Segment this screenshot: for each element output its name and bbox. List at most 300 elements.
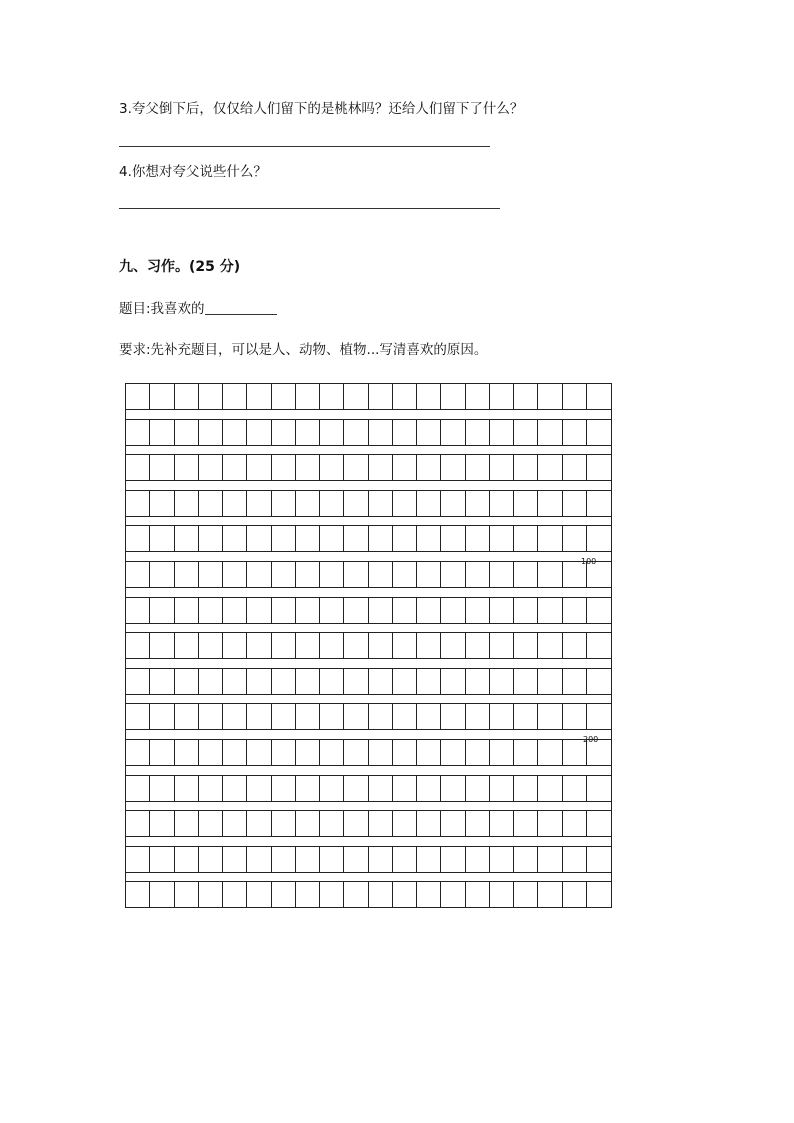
grid-cell[interactable] <box>126 633 150 658</box>
grid-cell[interactable] <box>247 811 271 836</box>
grid-cell[interactable] <box>466 562 490 587</box>
grid-cell[interactable] <box>320 776 344 801</box>
grid-cell[interactable] <box>272 526 296 551</box>
grid-cell[interactable] <box>417 420 441 445</box>
grid-cell[interactable] <box>466 526 490 551</box>
grid-cell[interactable] <box>587 598 611 623</box>
grid-cell[interactable] <box>247 847 271 872</box>
grid-cell[interactable] <box>393 562 417 587</box>
grid-cell[interactable] <box>126 455 150 480</box>
grid-cell[interactable] <box>441 455 465 480</box>
grid-cell[interactable] <box>175 598 199 623</box>
grid-cell[interactable] <box>563 420 587 445</box>
grid-cell[interactable] <box>369 455 393 480</box>
grid-cell[interactable] <box>344 740 368 765</box>
grid-cell[interactable] <box>514 562 538 587</box>
grid-cell[interactable] <box>514 847 538 872</box>
grid-cell[interactable] <box>369 740 393 765</box>
grid-cell[interactable] <box>514 740 538 765</box>
grid-cell[interactable] <box>320 847 344 872</box>
grid-cell[interactable] <box>272 882 296 907</box>
grid-cell[interactable] <box>223 704 247 729</box>
grid-cell[interactable] <box>320 704 344 729</box>
grid-cell[interactable] <box>466 882 490 907</box>
grid-cell[interactable] <box>320 811 344 836</box>
answer-line-3[interactable] <box>119 146 490 147</box>
grid-cell[interactable] <box>441 562 465 587</box>
grid-cell[interactable] <box>490 847 514 872</box>
grid-cell[interactable] <box>272 633 296 658</box>
grid-cell[interactable] <box>272 811 296 836</box>
grid-cell[interactable] <box>199 740 223 765</box>
grid-cell[interactable] <box>272 455 296 480</box>
grid-cell[interactable] <box>199 704 223 729</box>
grid-cell[interactable] <box>150 847 174 872</box>
grid-cell[interactable] <box>393 882 417 907</box>
grid-cell[interactable] <box>490 526 514 551</box>
grid-cell[interactable] <box>126 740 150 765</box>
grid-cell[interactable] <box>514 491 538 516</box>
grid-cell[interactable] <box>320 491 344 516</box>
grid-cell[interactable] <box>538 420 562 445</box>
grid-cell[interactable] <box>466 811 490 836</box>
grid-cell[interactable] <box>441 598 465 623</box>
grid-cell[interactable] <box>126 811 150 836</box>
grid-cell[interactable] <box>296 526 320 551</box>
grid-cell[interactable] <box>150 882 174 907</box>
grid-cell[interactable] <box>223 740 247 765</box>
grid-cell[interactable] <box>175 882 199 907</box>
grid-cell[interactable] <box>393 704 417 729</box>
grid-cell[interactable] <box>490 562 514 587</box>
grid-cell[interactable] <box>466 704 490 729</box>
grid-cell[interactable] <box>441 776 465 801</box>
grid-cell[interactable] <box>417 669 441 694</box>
grid-cell[interactable] <box>514 598 538 623</box>
grid-cell[interactable] <box>296 776 320 801</box>
grid-cell[interactable] <box>247 740 271 765</box>
grid-cell[interactable] <box>126 669 150 694</box>
grid-cell[interactable] <box>199 633 223 658</box>
grid-cell[interactable] <box>247 526 271 551</box>
grid-cell[interactable] <box>126 704 150 729</box>
grid-cell[interactable] <box>344 420 368 445</box>
grid-cell[interactable] <box>272 776 296 801</box>
grid-cell[interactable] <box>150 384 174 409</box>
essay-title-blank[interactable] <box>205 300 277 315</box>
grid-cell[interactable] <box>538 598 562 623</box>
grid-cell[interactable] <box>199 669 223 694</box>
grid-cell[interactable] <box>320 598 344 623</box>
grid-cell[interactable] <box>344 455 368 480</box>
grid-cell[interactable] <box>150 491 174 516</box>
grid-cell[interactable] <box>344 882 368 907</box>
grid-cell[interactable] <box>175 384 199 409</box>
grid-cell[interactable] <box>199 420 223 445</box>
grid-cell[interactable] <box>514 384 538 409</box>
grid-cell[interactable] <box>441 847 465 872</box>
grid-cell[interactable] <box>223 455 247 480</box>
grid-cell[interactable] <box>587 882 611 907</box>
grid-cell[interactable] <box>441 704 465 729</box>
grid-cell[interactable] <box>272 491 296 516</box>
grid-cell[interactable] <box>272 598 296 623</box>
grid-cell[interactable] <box>272 669 296 694</box>
grid-cell[interactable] <box>587 455 611 480</box>
grid-cell[interactable] <box>296 455 320 480</box>
grid-cell[interactable] <box>393 491 417 516</box>
grid-cell[interactable] <box>296 811 320 836</box>
grid-cell[interactable] <box>563 704 587 729</box>
grid-cell[interactable] <box>514 455 538 480</box>
grid-cell[interactable] <box>369 704 393 729</box>
grid-cell[interactable] <box>514 633 538 658</box>
grid-cell[interactable] <box>563 847 587 872</box>
grid-cell[interactable] <box>563 811 587 836</box>
grid-cell[interactable] <box>514 420 538 445</box>
grid-cell[interactable] <box>296 633 320 658</box>
grid-cell[interactable] <box>538 882 562 907</box>
grid-cell[interactable] <box>150 776 174 801</box>
grid-cell[interactable] <box>587 704 611 729</box>
grid-cell[interactable] <box>587 526 611 551</box>
grid-cell[interactable] <box>441 811 465 836</box>
grid-cell[interactable] <box>175 491 199 516</box>
grid-cell[interactable] <box>538 704 562 729</box>
grid-cell[interactable] <box>320 455 344 480</box>
grid-cell[interactable] <box>538 669 562 694</box>
grid-cell[interactable] <box>199 562 223 587</box>
grid-cell[interactable] <box>587 847 611 872</box>
grid-cell[interactable] <box>296 740 320 765</box>
grid-cell[interactable] <box>393 669 417 694</box>
grid-cell[interactable] <box>175 420 199 445</box>
grid-cell[interactable] <box>490 420 514 445</box>
grid-cell[interactable] <box>344 562 368 587</box>
grid-cell[interactable] <box>247 882 271 907</box>
grid-cell[interactable] <box>417 704 441 729</box>
grid-cell[interactable] <box>563 526 587 551</box>
grid-cell[interactable] <box>199 847 223 872</box>
grid-cell[interactable] <box>393 847 417 872</box>
grid-cell[interactable] <box>247 455 271 480</box>
grid-cell[interactable] <box>199 491 223 516</box>
grid-cell[interactable] <box>587 776 611 801</box>
grid-cell[interactable] <box>393 811 417 836</box>
grid-cell[interactable] <box>344 811 368 836</box>
grid-cell[interactable] <box>466 384 490 409</box>
grid-cell[interactable] <box>417 811 441 836</box>
grid-cell[interactable] <box>344 491 368 516</box>
grid-cell[interactable] <box>466 598 490 623</box>
grid-cell[interactable] <box>538 526 562 551</box>
grid-cell[interactable] <box>417 847 441 872</box>
grid-cell[interactable] <box>150 562 174 587</box>
grid-cell[interactable] <box>126 598 150 623</box>
grid-cell[interactable] <box>393 740 417 765</box>
grid-cell[interactable] <box>150 704 174 729</box>
grid-cell[interactable] <box>466 847 490 872</box>
grid-cell[interactable] <box>247 562 271 587</box>
grid-cell[interactable] <box>417 384 441 409</box>
grid-cell[interactable] <box>320 384 344 409</box>
grid-cell[interactable] <box>587 811 611 836</box>
grid-cell[interactable] <box>344 669 368 694</box>
grid-cell[interactable] <box>150 526 174 551</box>
grid-cell[interactable] <box>587 384 611 409</box>
grid-cell[interactable] <box>296 562 320 587</box>
grid-cell[interactable] <box>490 633 514 658</box>
grid-cell[interactable] <box>393 420 417 445</box>
grid-cell[interactable] <box>538 776 562 801</box>
grid-cell[interactable] <box>247 384 271 409</box>
grid-cell[interactable] <box>199 811 223 836</box>
grid-cell[interactable] <box>223 526 247 551</box>
grid-cell[interactable] <box>344 384 368 409</box>
grid-cell[interactable] <box>199 384 223 409</box>
grid-cell[interactable] <box>563 669 587 694</box>
grid-cell[interactable] <box>344 776 368 801</box>
grid-cell[interactable] <box>563 384 587 409</box>
grid-cell[interactable] <box>175 740 199 765</box>
grid-cell[interactable] <box>417 776 441 801</box>
grid-cell[interactable] <box>296 704 320 729</box>
grid-cell[interactable] <box>441 384 465 409</box>
grid-cell[interactable] <box>175 633 199 658</box>
grid-cell[interactable] <box>247 598 271 623</box>
grid-cell[interactable] <box>369 491 393 516</box>
grid-cell[interactable] <box>441 526 465 551</box>
grid-cell[interactable] <box>320 526 344 551</box>
grid-cell[interactable] <box>490 811 514 836</box>
grid-cell[interactable] <box>563 776 587 801</box>
grid-cell[interactable] <box>150 633 174 658</box>
grid-cell[interactable] <box>417 633 441 658</box>
grid-cell[interactable] <box>369 420 393 445</box>
writing-grid[interactable] <box>125 383 612 908</box>
grid-cell[interactable] <box>417 740 441 765</box>
grid-cell[interactable] <box>223 811 247 836</box>
grid-cell[interactable] <box>175 526 199 551</box>
grid-cell[interactable] <box>223 847 247 872</box>
grid-cell[interactable] <box>514 669 538 694</box>
grid-cell[interactable] <box>296 847 320 872</box>
grid-cell[interactable] <box>272 847 296 872</box>
grid-cell[interactable] <box>441 420 465 445</box>
grid-cell[interactable] <box>563 633 587 658</box>
grid-cell[interactable] <box>126 526 150 551</box>
grid-cell[interactable] <box>175 669 199 694</box>
grid-cell[interactable] <box>199 598 223 623</box>
grid-cell[interactable] <box>490 776 514 801</box>
grid-cell[interactable] <box>199 882 223 907</box>
grid-cell[interactable] <box>247 491 271 516</box>
grid-cell[interactable] <box>393 633 417 658</box>
grid-cell[interactable] <box>490 491 514 516</box>
grid-cell[interactable] <box>344 633 368 658</box>
grid-cell[interactable] <box>344 598 368 623</box>
grid-cell[interactable] <box>247 776 271 801</box>
grid-cell[interactable] <box>587 420 611 445</box>
grid-cell[interactable] <box>587 669 611 694</box>
grid-cell[interactable] <box>417 455 441 480</box>
grid-cell[interactable] <box>490 740 514 765</box>
grid-cell[interactable] <box>587 633 611 658</box>
grid-cell[interactable] <box>247 704 271 729</box>
grid-cell[interactable] <box>563 455 587 480</box>
grid-cell[interactable] <box>150 598 174 623</box>
grid-cell[interactable] <box>272 384 296 409</box>
grid-cell[interactable] <box>369 562 393 587</box>
grid-cell[interactable] <box>466 669 490 694</box>
grid-cell[interactable] <box>441 669 465 694</box>
grid-cell[interactable] <box>417 598 441 623</box>
grid-cell[interactable] <box>296 669 320 694</box>
grid-cell[interactable] <box>369 598 393 623</box>
grid-cell[interactable] <box>175 704 199 729</box>
grid-cell[interactable] <box>199 455 223 480</box>
grid-cell[interactable] <box>369 384 393 409</box>
grid-cell[interactable] <box>490 455 514 480</box>
answer-line-4[interactable] <box>119 208 500 209</box>
grid-cell[interactable] <box>223 598 247 623</box>
grid-cell[interactable] <box>514 704 538 729</box>
grid-cell[interactable] <box>296 420 320 445</box>
grid-cell[interactable] <box>538 633 562 658</box>
grid-cell[interactable] <box>126 491 150 516</box>
grid-cell[interactable] <box>223 384 247 409</box>
grid-cell[interactable] <box>563 598 587 623</box>
grid-cell[interactable] <box>393 776 417 801</box>
grid-cell[interactable] <box>223 491 247 516</box>
grid-cell[interactable] <box>126 420 150 445</box>
grid-cell[interactable] <box>150 455 174 480</box>
grid-cell[interactable] <box>175 455 199 480</box>
grid-cell[interactable] <box>126 562 150 587</box>
grid-cell[interactable] <box>490 669 514 694</box>
grid-cell[interactable] <box>320 562 344 587</box>
grid-cell[interactable] <box>150 669 174 694</box>
grid-cell[interactable] <box>320 882 344 907</box>
grid-cell[interactable] <box>344 704 368 729</box>
grid-cell[interactable] <box>272 562 296 587</box>
grid-cell[interactable] <box>417 491 441 516</box>
grid-cell[interactable] <box>199 526 223 551</box>
grid-cell[interactable] <box>441 633 465 658</box>
grid-cell[interactable] <box>369 776 393 801</box>
grid-cell[interactable] <box>175 811 199 836</box>
grid-cell[interactable] <box>175 562 199 587</box>
grid-cell[interactable] <box>538 811 562 836</box>
grid-cell[interactable] <box>296 491 320 516</box>
grid-cell[interactable] <box>514 526 538 551</box>
grid-cell[interactable] <box>247 420 271 445</box>
grid-cell[interactable] <box>538 740 562 765</box>
grid-cell[interactable] <box>514 776 538 801</box>
grid-cell[interactable] <box>272 420 296 445</box>
grid-cell[interactable] <box>417 526 441 551</box>
grid-cell[interactable] <box>199 776 223 801</box>
grid-cell[interactable] <box>417 562 441 587</box>
grid-cell[interactable] <box>563 882 587 907</box>
grid-cell[interactable] <box>538 562 562 587</box>
grid-cell[interactable] <box>466 740 490 765</box>
grid-cell[interactable] <box>441 740 465 765</box>
grid-cell[interactable] <box>417 882 441 907</box>
grid-cell[interactable] <box>150 740 174 765</box>
grid-cell[interactable] <box>490 598 514 623</box>
grid-cell[interactable] <box>514 882 538 907</box>
grid-cell[interactable] <box>320 740 344 765</box>
grid-cell[interactable] <box>344 526 368 551</box>
grid-cell[interactable] <box>320 420 344 445</box>
grid-cell[interactable] <box>393 598 417 623</box>
grid-cell[interactable] <box>296 384 320 409</box>
grid-cell[interactable] <box>369 669 393 694</box>
grid-cell[interactable] <box>466 491 490 516</box>
grid-cell[interactable] <box>247 669 271 694</box>
grid-cell[interactable] <box>126 882 150 907</box>
grid-cell[interactable] <box>466 776 490 801</box>
grid-cell[interactable] <box>223 633 247 658</box>
grid-cell[interactable] <box>344 847 368 872</box>
grid-cell[interactable] <box>223 776 247 801</box>
grid-cell[interactable] <box>466 455 490 480</box>
grid-cell[interactable] <box>369 847 393 872</box>
grid-cell[interactable] <box>369 882 393 907</box>
grid-cell[interactable] <box>538 491 562 516</box>
grid-cell[interactable] <box>393 455 417 480</box>
grid-cell[interactable] <box>490 384 514 409</box>
grid-cell[interactable] <box>296 598 320 623</box>
grid-cell[interactable] <box>223 669 247 694</box>
grid-cell[interactable] <box>223 562 247 587</box>
grid-cell[interactable] <box>587 491 611 516</box>
grid-cell[interactable] <box>150 811 174 836</box>
grid-cell[interactable] <box>296 882 320 907</box>
grid-cell[interactable] <box>150 420 174 445</box>
grid-cell[interactable] <box>126 384 150 409</box>
grid-cell[interactable] <box>272 704 296 729</box>
grid-cell[interactable] <box>514 811 538 836</box>
grid-cell[interactable] <box>126 847 150 872</box>
grid-cell[interactable] <box>441 882 465 907</box>
grid-cell[interactable] <box>126 776 150 801</box>
grid-cell[interactable] <box>466 633 490 658</box>
grid-cell[interactable] <box>466 420 490 445</box>
grid-cell[interactable] <box>441 491 465 516</box>
grid-cell[interactable] <box>320 669 344 694</box>
grid-cell[interactable] <box>223 420 247 445</box>
grid-cell[interactable] <box>369 811 393 836</box>
grid-cell[interactable] <box>247 633 271 658</box>
grid-cell[interactable] <box>538 384 562 409</box>
grid-cell[interactable] <box>563 491 587 516</box>
grid-cell[interactable] <box>538 455 562 480</box>
grid-cell[interactable] <box>175 776 199 801</box>
grid-cell[interactable] <box>223 882 247 907</box>
grid-cell[interactable] <box>393 384 417 409</box>
grid-cell[interactable] <box>175 847 199 872</box>
grid-cell[interactable] <box>369 526 393 551</box>
grid-cell[interactable] <box>393 526 417 551</box>
grid-cell[interactable] <box>369 633 393 658</box>
grid-cell[interactable] <box>490 882 514 907</box>
grid-cell[interactable] <box>320 633 344 658</box>
grid-cell[interactable] <box>538 847 562 872</box>
grid-cell[interactable] <box>272 740 296 765</box>
grid-cell[interactable] <box>490 704 514 729</box>
